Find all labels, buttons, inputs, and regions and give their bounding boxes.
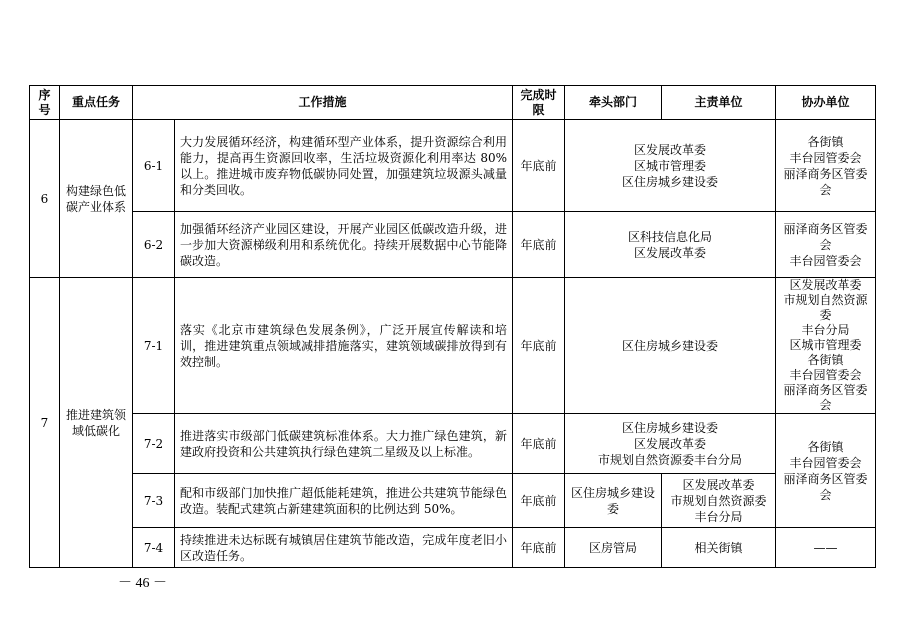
- item-id: 7-1: [133, 278, 175, 414]
- item-main: 区发展改革委 市规划自然资源委丰台分局: [662, 474, 776, 528]
- table-row-7-3: [30, 474, 876, 528]
- group-seq-6: 6: [30, 120, 60, 278]
- item-lead-main: 区住房城乡建设委 区发展改革委 市规划自然资源委丰台分局: [565, 414, 776, 474]
- item-deadline: 年底前: [513, 212, 565, 278]
- item-deadline: 年底前: [513, 414, 565, 474]
- table-row-6-2: [30, 212, 876, 278]
- item-lead: 区房管局: [565, 528, 662, 568]
- header-measures: 工作措施: [133, 86, 513, 120]
- item-main: 相关街镇: [662, 528, 776, 568]
- item-assist-shared: 各街镇 丰台园管委会 丽泽商务区管委会: [776, 414, 876, 528]
- table-row-6-1: [30, 120, 876, 212]
- header-row: [30, 86, 876, 120]
- task-table: [29, 85, 876, 568]
- group-task-6: 构建绿色低碳产业体系: [60, 120, 133, 278]
- item-measure: 配和市级部门加快推广超低能耗建筑，推进公共建筑节能绿色改造。装配式建筑占新建建筑面积的比例达到 50%。: [175, 474, 513, 528]
- item-assist: 丽泽商务区管委会 丰台园管委会: [776, 212, 876, 278]
- table-row-7-4: [30, 528, 876, 568]
- item-deadline: 年底前: [513, 474, 565, 528]
- table-row-7-2: [30, 414, 876, 474]
- item-deadline: 年底前: [513, 528, 565, 568]
- item-lead: 区住房城乡建设委: [565, 474, 662, 528]
- item-measure: 落实《北京市建筑绿色发展条例》，广泛开展宣传解读和培训，推进建筑重点领域减排措施落实，建筑领域碳排放得到有效控制。: [175, 278, 513, 414]
- header-assist: 协办单位: [776, 86, 876, 120]
- group-seq-7: 7: [30, 278, 60, 568]
- item-id: 6-1: [133, 120, 175, 212]
- item-assist: 各街镇 丰台园管委会 丽泽商务区管委会: [776, 120, 876, 212]
- page-number: － 46 －: [118, 576, 167, 591]
- item-measure: 大力发展循环经济，构建循环型产业体系，提升资源综合利用能力，提高再生资源回收率，生活垃圾资源化利用率达 80%以上。推进城市废弃物低碳协同处置，加强建筑垃圾源头减量和分类回收。: [175, 120, 513, 212]
- item-lead-main: 区科技信息化局 区发展改革委: [565, 212, 776, 278]
- header-lead: 牵头部门: [565, 86, 662, 120]
- item-measure: 加强循环经济产业园区建设，开展产业园区低碳改造升级，进一步加大资源梯级利用和系统优化。持续开展数据中心节能降碳改造。: [175, 212, 513, 278]
- header-seq: 序号: [30, 86, 60, 120]
- header-main: 主责单位: [662, 86, 776, 120]
- item-id: 7-4: [133, 528, 175, 568]
- item-lead-main: 区发展改革委 区城市管理委 区住房城乡建设委: [565, 120, 776, 212]
- item-measure: 推进落实市级部门低碳建筑标准体系。大力推广绿色建筑，新建政府投资和公共建筑执行绿色建筑二星级及以上标准。: [175, 414, 513, 474]
- item-deadline: 年底前: [513, 278, 565, 414]
- table-row-7-1: [30, 278, 876, 414]
- item-assist: 区发展改革委 市规划自然资源委 丰台分局 区城市管理委 各街镇 丰台园管委会 丽泽商务区管委会: [776, 278, 876, 414]
- item-assist: ——: [776, 528, 876, 568]
- group-task-7: 推进建筑领域低碳化: [60, 278, 133, 568]
- item-id: 7-2: [133, 414, 175, 474]
- item-deadline: 年底前: [513, 120, 565, 212]
- header-task: 重点任务: [60, 86, 133, 120]
- header-deadline: 完成时限: [513, 86, 565, 120]
- item-measure: 持续推进未达标既有城镇居住建筑节能改造，完成年度老旧小区改造任务。: [175, 528, 513, 568]
- item-lead-main: 区住房城乡建设委: [565, 278, 776, 414]
- item-id: 7-3: [133, 474, 175, 528]
- item-id: 6-2: [133, 212, 175, 278]
